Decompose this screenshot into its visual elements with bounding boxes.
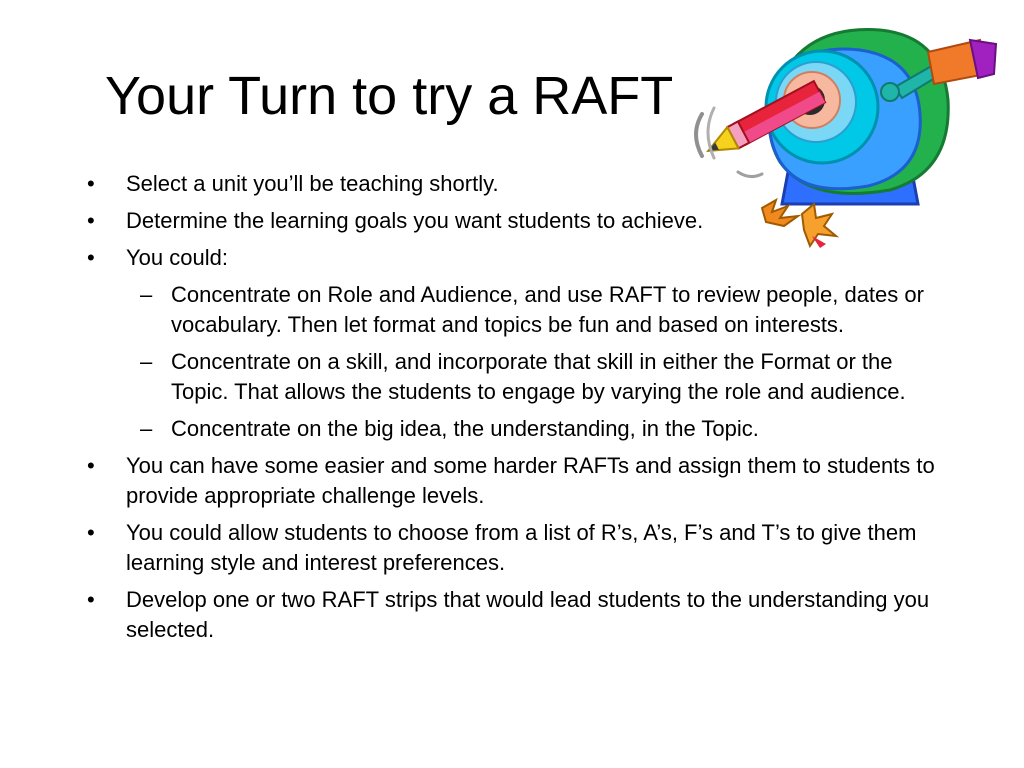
slide-title: Your Turn to try a RAFT — [105, 66, 674, 126]
bullet-marker: • — [87, 520, 95, 545]
list-item-text: Develop one or two RAFT strips that would lead students to the understanding you selected. — [126, 587, 930, 642]
list-item — [84, 451, 954, 511]
list-item — [84, 518, 954, 578]
dash-marker: – — [140, 282, 153, 307]
list-item — [84, 585, 954, 645]
list-item-text: Concentrate on a skill, and incorporate that skill in either the Format or the Topic. That allows the students to engage by varying the role and audience. — [171, 349, 906, 404]
bullet-list — [84, 169, 954, 652]
list-item-text: Concentrate on the big idea, the understanding, in the Topic. — [171, 416, 759, 441]
list-item-text: You can have some easier and some harder RAFTs and assign them to students to provide appropriate challenge levels. — [126, 453, 935, 508]
sub-list-item — [84, 280, 954, 340]
dash-marker: – — [140, 349, 153, 374]
bullet-marker: • — [87, 453, 95, 478]
bullet-marker: • — [87, 171, 95, 196]
bullet-marker: • — [87, 587, 95, 612]
list-item-text: Concentrate on Role and Audience, and use RAFT to review people, dates or vocabulary. Then let format and topics be fun and based on interests. — [171, 282, 924, 337]
list-item-text: Select a unit you’ll be teaching shortly. — [126, 171, 499, 196]
list-item-text: Determine the learning goals you want students to achieve. — [126, 208, 704, 233]
bullet-marker: • — [87, 245, 95, 270]
list-item-text: You could: — [126, 245, 228, 270]
list-item — [84, 206, 954, 236]
sub-list-item — [84, 347, 954, 407]
dash-marker: – — [140, 416, 153, 441]
list-item-text: You could allow students to choose from a list of R’s, A’s, F’s and T’s to give them learning style and interest preferences. — [126, 520, 917, 575]
list-item — [84, 169, 954, 199]
sub-list-item — [84, 414, 954, 444]
list-item — [84, 243, 954, 273]
bullet-marker: • — [87, 208, 95, 233]
